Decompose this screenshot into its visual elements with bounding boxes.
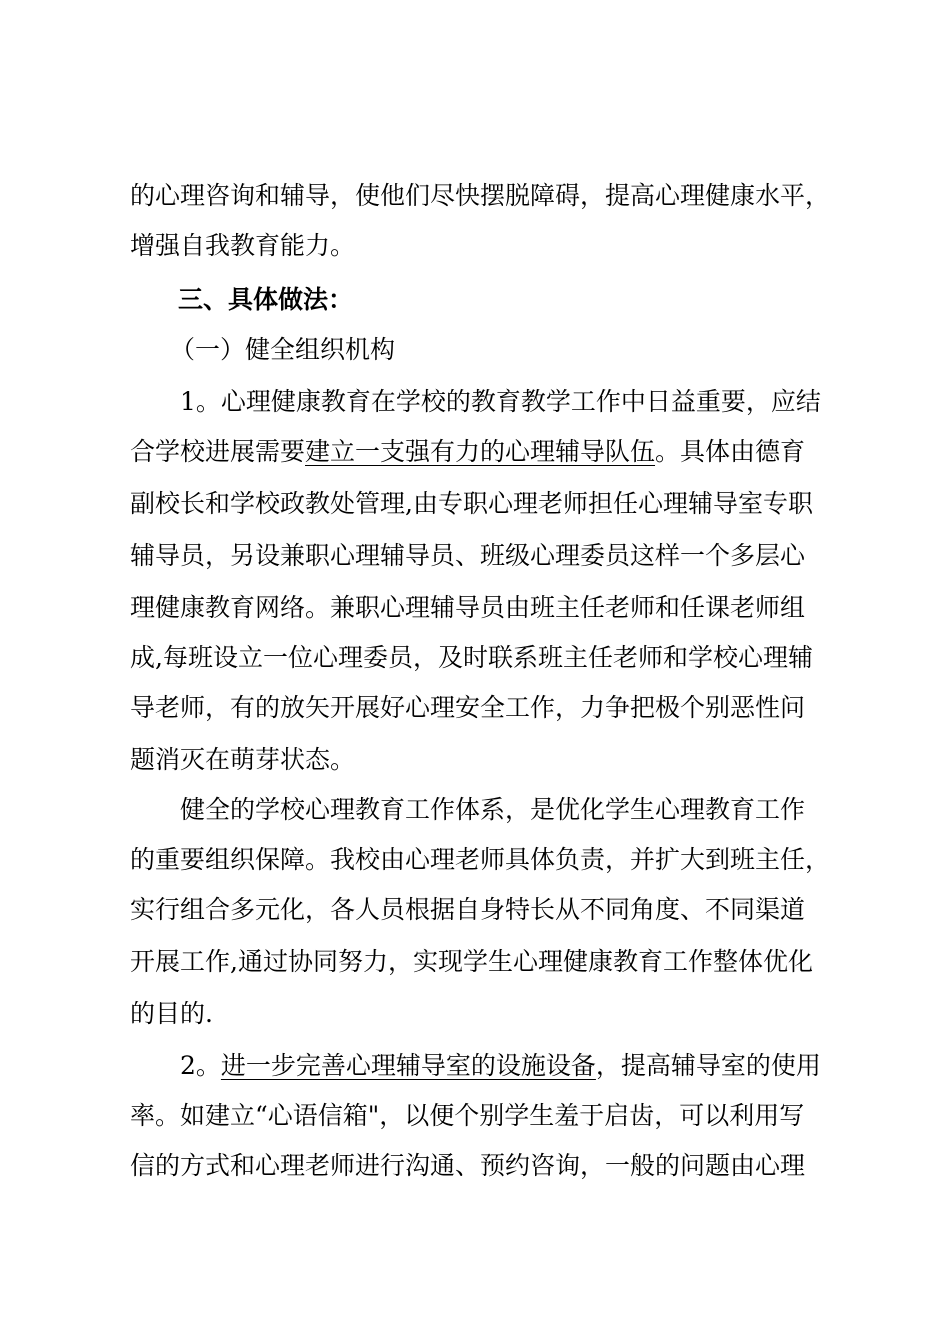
paragraph-line	[130, 226, 355, 266]
paragraph-line	[130, 740, 355, 780]
heading-text: （一）健全组织机构	[170, 335, 396, 364]
paragraph-line	[130, 890, 805, 930]
text-span: 信的方式和心理老师进行沟通、预约咨询，一般的问题由心理	[130, 1151, 806, 1180]
text-span: 导老师，有的放矢开展好心理安全工作，力争把极个别恶性问	[130, 693, 806, 722]
paragraph-line	[130, 994, 213, 1034]
text-span: 1。心理健康教育在学校的教育教学工作中日益重要，应结	[180, 387, 821, 416]
paragraph-line	[180, 1046, 821, 1086]
paragraph-line	[130, 638, 813, 678]
text-span: 的目的.	[130, 999, 213, 1028]
paragraph-line	[180, 790, 805, 830]
text-span: 健全的学校心理教育工作体系，是优化学生心理教育工作	[180, 795, 806, 824]
underlined-text: 建立一支强有力的心理辅导队伍	[305, 437, 656, 466]
text-span: 率。如建立“心语信箱"，以便个别学生羞于启齿，可以利用写	[130, 1101, 805, 1130]
text-span: ，提高辅导室的使用	[595, 1051, 821, 1080]
section-heading	[178, 280, 353, 320]
text-span: 题消灭在萌芽状态。	[130, 745, 356, 774]
paragraph-line	[180, 382, 821, 422]
text-span: 的心理咨询和辅导，使他们尽快摆脱障碍，提高心理健康水平，	[130, 181, 831, 210]
text-span: 辅导员，另设兼职心理辅导员、班级心理委员这样一个多层心	[130, 541, 806, 570]
text-span: 合学校进展需要	[130, 437, 306, 466]
text-span: 增强自我教育能力。	[130, 231, 356, 260]
text-span: 开展工作,通过协同努力，实现学生心理健康教育工作整体优化	[130, 947, 813, 976]
paragraph-line	[130, 176, 830, 216]
heading-text: 三、具体做法：	[178, 285, 354, 314]
text-span: 2。	[180, 1051, 221, 1080]
underlined-text: 进一步完善心理辅导室的设施设备	[220, 1051, 596, 1080]
text-span: 的重要组织保障。我校由心理老师具体负责，并扩大到班主任，	[130, 845, 831, 874]
paragraph-line	[130, 1146, 805, 1186]
paragraph-line	[130, 536, 805, 576]
paragraph-line	[130, 588, 805, 628]
paragraph-line	[130, 840, 830, 880]
subsection-heading	[170, 330, 395, 370]
text-span: 。具体由德育	[655, 437, 806, 466]
paragraph-line	[130, 688, 805, 728]
paragraph-line	[130, 484, 813, 524]
text-span: 副校长和学校政教处管理,由专职心理老师担任心理辅导室专职	[130, 489, 813, 518]
text-span: 实行组合多元化，各人员根据自身特长从不同角度、不同渠道	[130, 895, 806, 924]
text-span: 成,每班设立一位心理委员，及时联系班主任老师和学校心理辅	[130, 643, 813, 672]
text-span: 理健康教育网络。兼职心理辅导员由班主任老师和任课老师组	[130, 593, 806, 622]
paragraph-line	[130, 432, 805, 472]
paragraph-line	[130, 1096, 804, 1136]
paragraph-line	[130, 942, 813, 982]
